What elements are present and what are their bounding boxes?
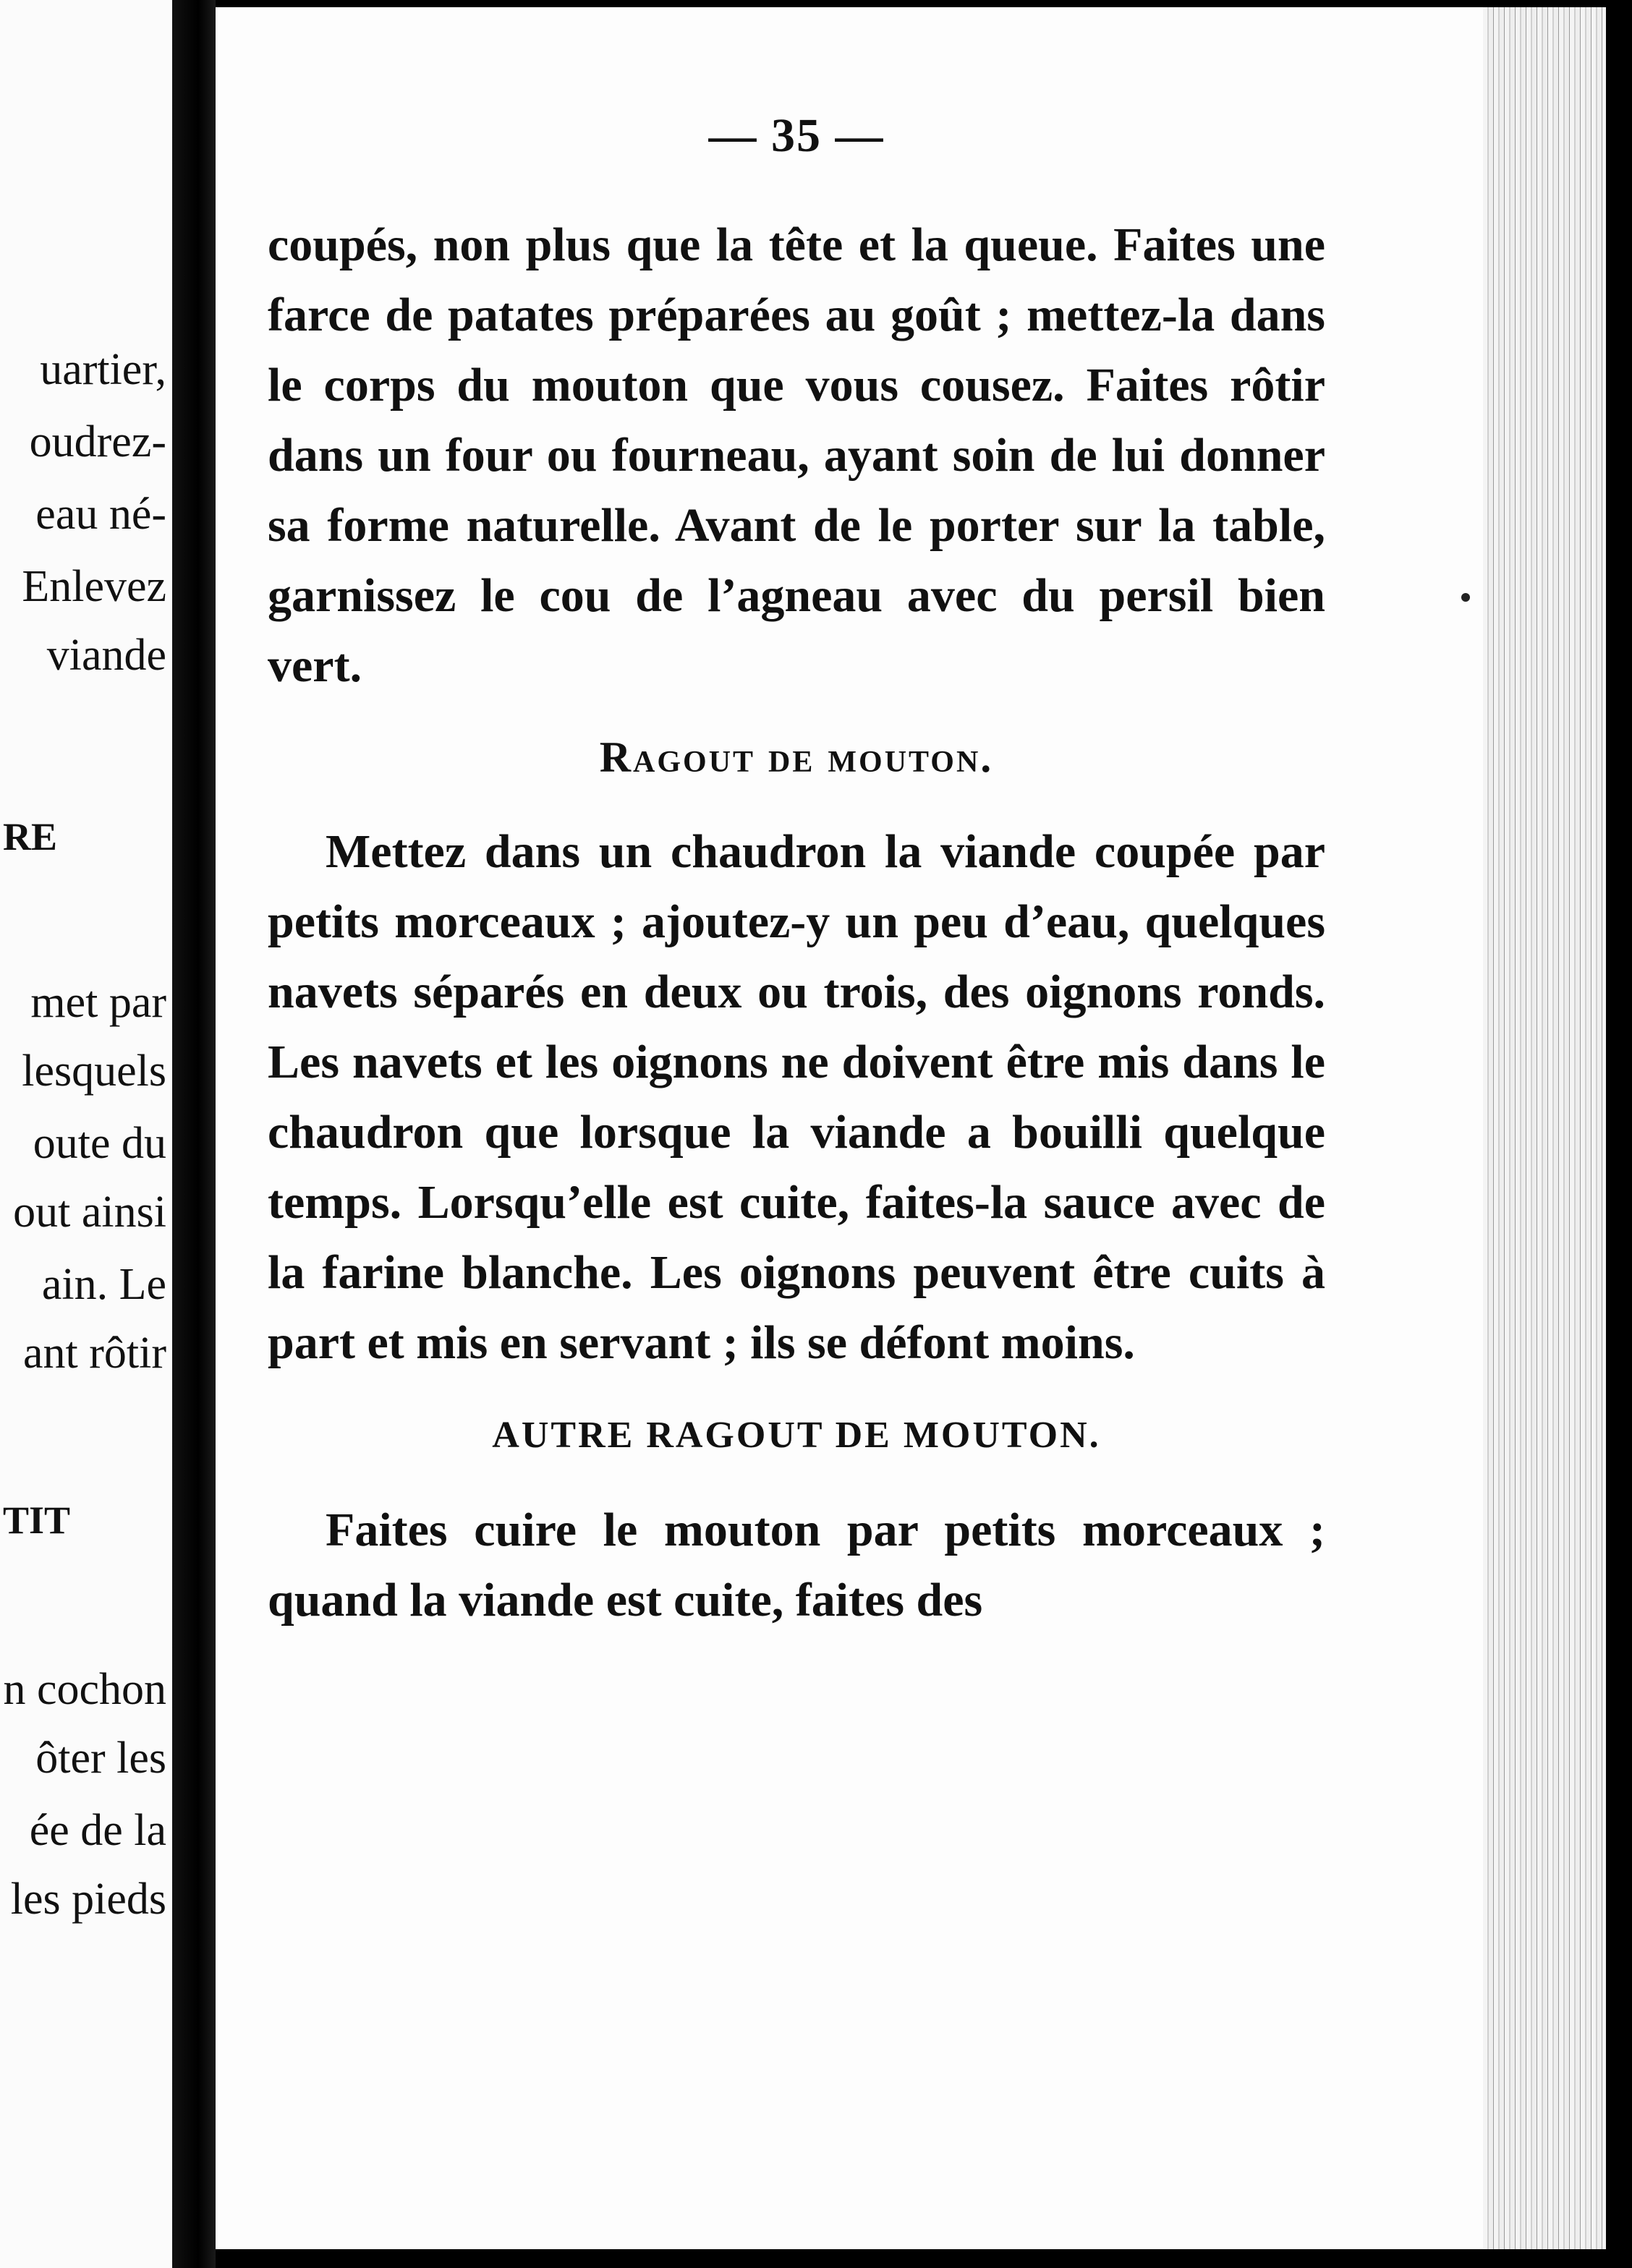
section-heading	[268, 728, 1325, 786]
left-fragment: out ainsi	[13, 1188, 166, 1237]
paragraph: coupés, non plus que la tête et la queue. Faites une farce de patates préparées au goût ; mettez-la dans le corps du mouton que vous cousez. Faites rôtir dans un four ou fourneau, ayant soin de lui donner sa forme naturelle. Avant de le porter sur la table, garnissez le cou de l’agneau avec du persil bien vert.	[268, 218, 1325, 692]
scan-border	[1606, 0, 1632, 2268]
left-fragment: met par	[30, 978, 166, 1027]
left-fragment: ant rôtir	[23, 1329, 166, 1378]
body-text	[268, 210, 1325, 1635]
left-fragment: ée de la	[29, 1806, 166, 1855]
book-gutter	[172, 0, 216, 2268]
previous-page-edge	[0, 0, 172, 2268]
left-heading-fragment: TIT	[3, 1498, 71, 1542]
page-number: — 35 —	[708, 109, 885, 162]
page-stack-edge	[1483, 7, 1606, 2249]
heading-text: Ragout de mouton.	[599, 733, 994, 781]
left-fragment: uartier,	[40, 345, 166, 394]
left-heading-fragment: RE	[3, 815, 58, 858]
speck	[1461, 593, 1470, 602]
left-fragment: les pieds	[10, 1875, 166, 1924]
left-fragment: n cochon	[3, 1665, 166, 1714]
paragraph: Faites cuire le mouton par petits morceaux ; quand la viande est cuite, faites des	[268, 1504, 1325, 1627]
left-fragment: Enlevez	[22, 562, 166, 611]
left-fragment: oudrez-	[29, 417, 166, 466]
left-fragment: lesquels	[22, 1046, 166, 1096]
paragraph: Mettez dans un chaudron la viande coupée par petits morceaux ; ajoutez-y un peu d’eau, quelques navets séparés en deux ou trois, des oignons ronds. Les navets et les oignons ne doivent être mis dans le chaudron que lorsque la viande a bouilli quelque temps. Lorsqu’elle est cuite, faites-la sauce avec de la farine blanche. Les oignons peuvent être cuits à part et mis en servant ; ils se défont moins.	[268, 825, 1325, 1369]
left-fragment: ain. Le	[41, 1260, 166, 1309]
left-fragment: viande	[46, 631, 166, 680]
left-fragment: eau né-	[35, 490, 166, 539]
section-heading: AUTRE RAGOUT DE MOUTON.	[492, 1415, 1101, 1456]
left-fragment: ôter les	[35, 1734, 166, 1783]
left-fragment: oute du	[33, 1119, 166, 1168]
page-content	[268, 108, 1325, 1635]
